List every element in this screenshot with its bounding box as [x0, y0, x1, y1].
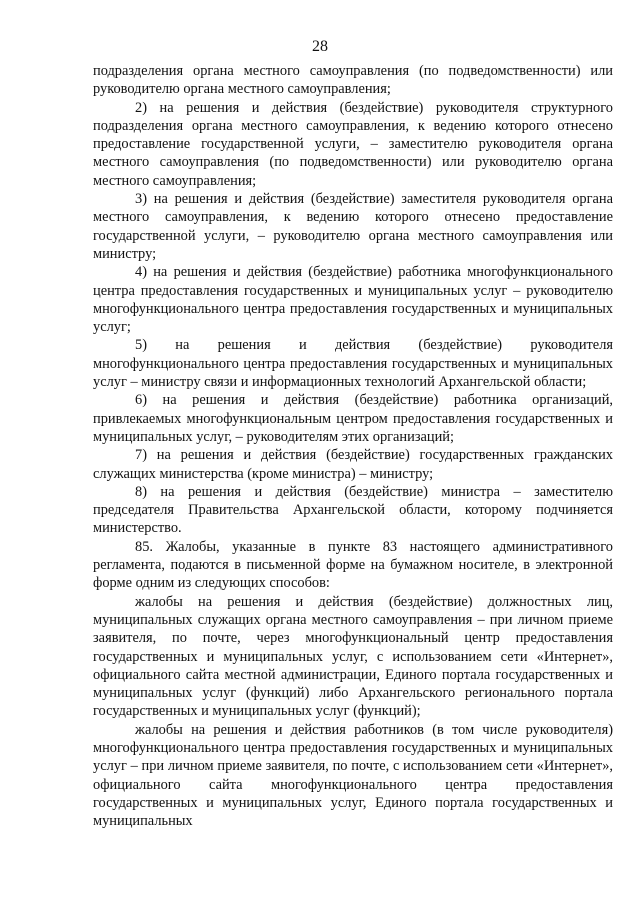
- document-body: [93, 62, 613, 830]
- paragraph-6: 6) на решения и действия (бездействие) работника организаций, привлекаемых многофункциональным центром предоставления государственных и муниципальных услуг, – руководителям этих организаций;: [93, 392, 613, 445]
- paragraph-8: 8) на решения и действия (бездействие) министра – заместителю председателя Правительства Архангельской области, которому подчиняется министерство.: [93, 483, 613, 537]
- paragraph-5: 5) на решения и действия (бездействие) руководителя многофункционального центра предоставления государственных и муниципальных услуг – министру связи и информационных технологий Архангельской области;: [93, 337, 613, 391]
- paragraph-3: 3) на решения и действия (бездействие) заместителя руководителя органа местного самоуправления, к ведению которого отнесено предоставление государственной услуги, – руководителю органа местного самоуправления или министру;: [93, 191, 613, 262]
- paragraph-1: подразделения органа местного самоуправления (по подведомственности) или руководителю органа местного самоуправления;: [93, 63, 613, 98]
- page-number: 28: [312, 38, 328, 55]
- paragraph-4: 4) на решения и действия (бездействие) работника многофункционального центра предоставления государственных и муниципальных услуг – руководителю многофункционального центра предоставления государственных и муниципальных услуг;: [93, 264, 613, 336]
- paragraph-9: 85. Жалобы, указанные в пункте 83 настоящего административного регламента, подаются в письменной форме на бумажном носителе, в электронной форме одним из следующих способов:: [93, 538, 613, 592]
- paragraph-10: жалобы на решения и действия (бездействие) должностных лиц, муниципальных служащих органа местного самоуправления – при личном приеме заявителя, по почте, через многофункциональный центр предоставления государственных и муниципальных услуг, с использованием сети «Интернет», официального сайта местной администрации, Единого портала государственных и муниципальных услуг (функций) либо Архангельского регионального портала государственных и муниципальных услуг (функций);: [93, 593, 613, 720]
- paragraph-7: 7) на решения и действия (бездействие) государственных гражданских служащих министерства (кроме министра) – министру;: [93, 447, 613, 482]
- paragraph-2: 2) на решения и действия (бездействие) руководителя структурного подразделения органа местного самоуправления, к ведению которого отнесено предоставление государственной услуги, – заместителю руководителя органа местного самоуправления (по подведомственности) или руководителю органа местного самоуправления;: [93, 99, 613, 189]
- paragraph-11: жалобы на решения и действия работников (в том числе руководителя) многофункционального центра предоставления государственных и муниципальных услуг – при личном приеме заявителя, по почте, с использованием сети «Интернет», официального сайта многофункционального центра предоставления государственных и муниципальных услуг, Единого портала государственных и муниципальных: [93, 721, 613, 830]
